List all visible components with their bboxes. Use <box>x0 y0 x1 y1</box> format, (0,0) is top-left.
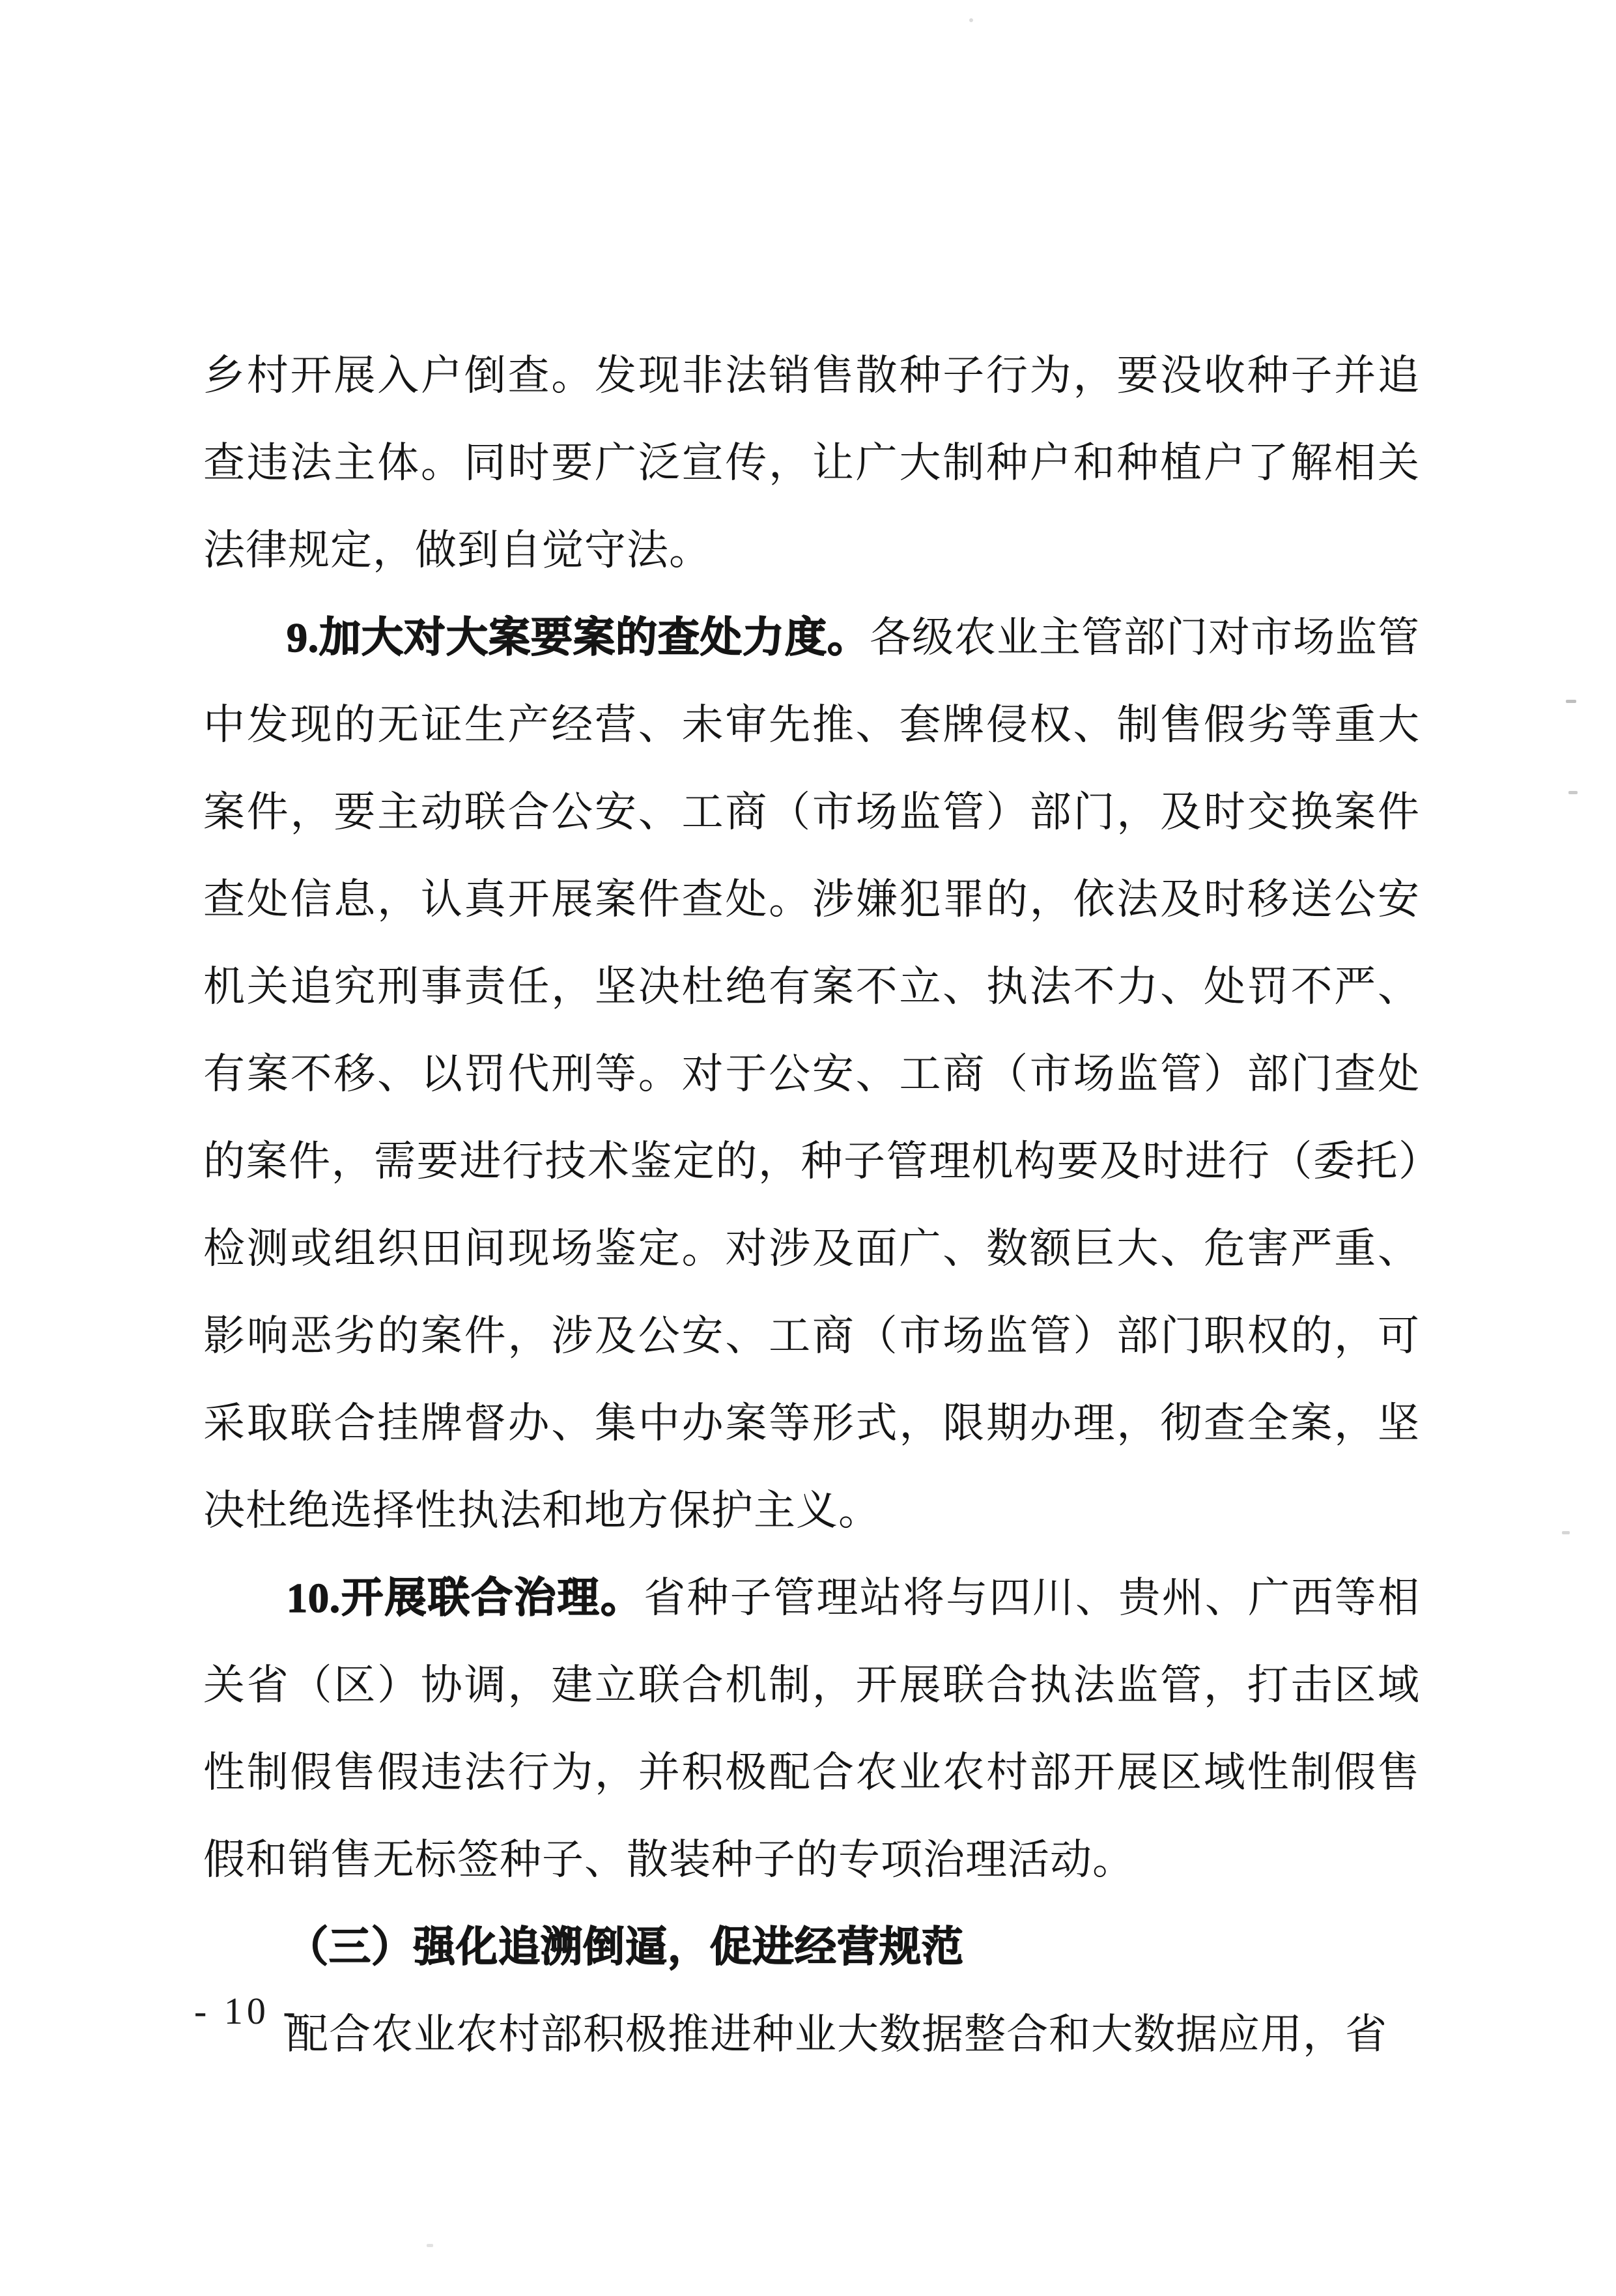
paragraph-text: 乡村开展入户倒查。发现非法销售散种子行为，要没收种子并追查违法主体。同时要广泛宣传，让广大制种户和种植户了解相关法律规定，做到自觉守法。 <box>203 352 1420 573</box>
scan-artifact <box>1568 791 1578 794</box>
paragraph-continuation <box>203 332 1420 594</box>
paragraph-body: 配合农业农村部积极推进种业大数据整合和大数据应用，省 <box>287 2011 1387 2058</box>
page-number: - 10 - <box>194 1990 300 2032</box>
text-block <box>203 332 1420 2078</box>
section-subheading: （三）强化追溯倒逼，促进经营规范 <box>287 1924 964 1970</box>
paragraph-item-10 <box>203 1555 1420 1904</box>
item-9-text: 各级农业主管部门对市场监管中发现的无证生产经营、未审先推、套牌侵权、制售假劣等重大案件，要主动联合公安、工商（市场监管）部门，及时交换案件查处信息，认真开展案件查处。涉嫌犯罪的，依法及时移送公安机关追究刑事责任，坚决杜绝有案不立、执法不力、处罚不严、有案不移、以罚代刑等。对于公安、工商（市场监管）部门查处的案件，需要进行技术鉴定的，种子管理机构要及时进行（委托）检测或组织田间现场鉴定。对涉及面广、数额巨大、危害严重、影响恶劣的案件，涉及公安、工商（市场监管）部门职权的，可采取联合挂牌督办、集中办案等形式，限期办理，彻查全案，坚决杜绝选择性执法和地方保护主义。 <box>203 614 1420 1534</box>
paragraph-item-9 <box>203 594 1420 1555</box>
scan-artifact <box>1566 700 1576 703</box>
item-10-lead: 10.开展联合治理。 <box>287 1575 644 1621</box>
item-9-lead: 9.加大对大案要案的查处力度。 <box>287 614 870 661</box>
scan-artifact <box>427 2244 433 2247</box>
item-10-text: 省种子管理站将与四川、贵州、广西等相关省（区）协调，建立联合机制，开展联合执法监管，打击区域性制假售假违法行为，并积极配合农业农村部开展区域性制假售假和销售无标签种子、散装种子的专项治理活动。 <box>203 1575 1421 1883</box>
scan-artifact <box>1562 1531 1570 1534</box>
scan-artifact <box>969 18 973 22</box>
